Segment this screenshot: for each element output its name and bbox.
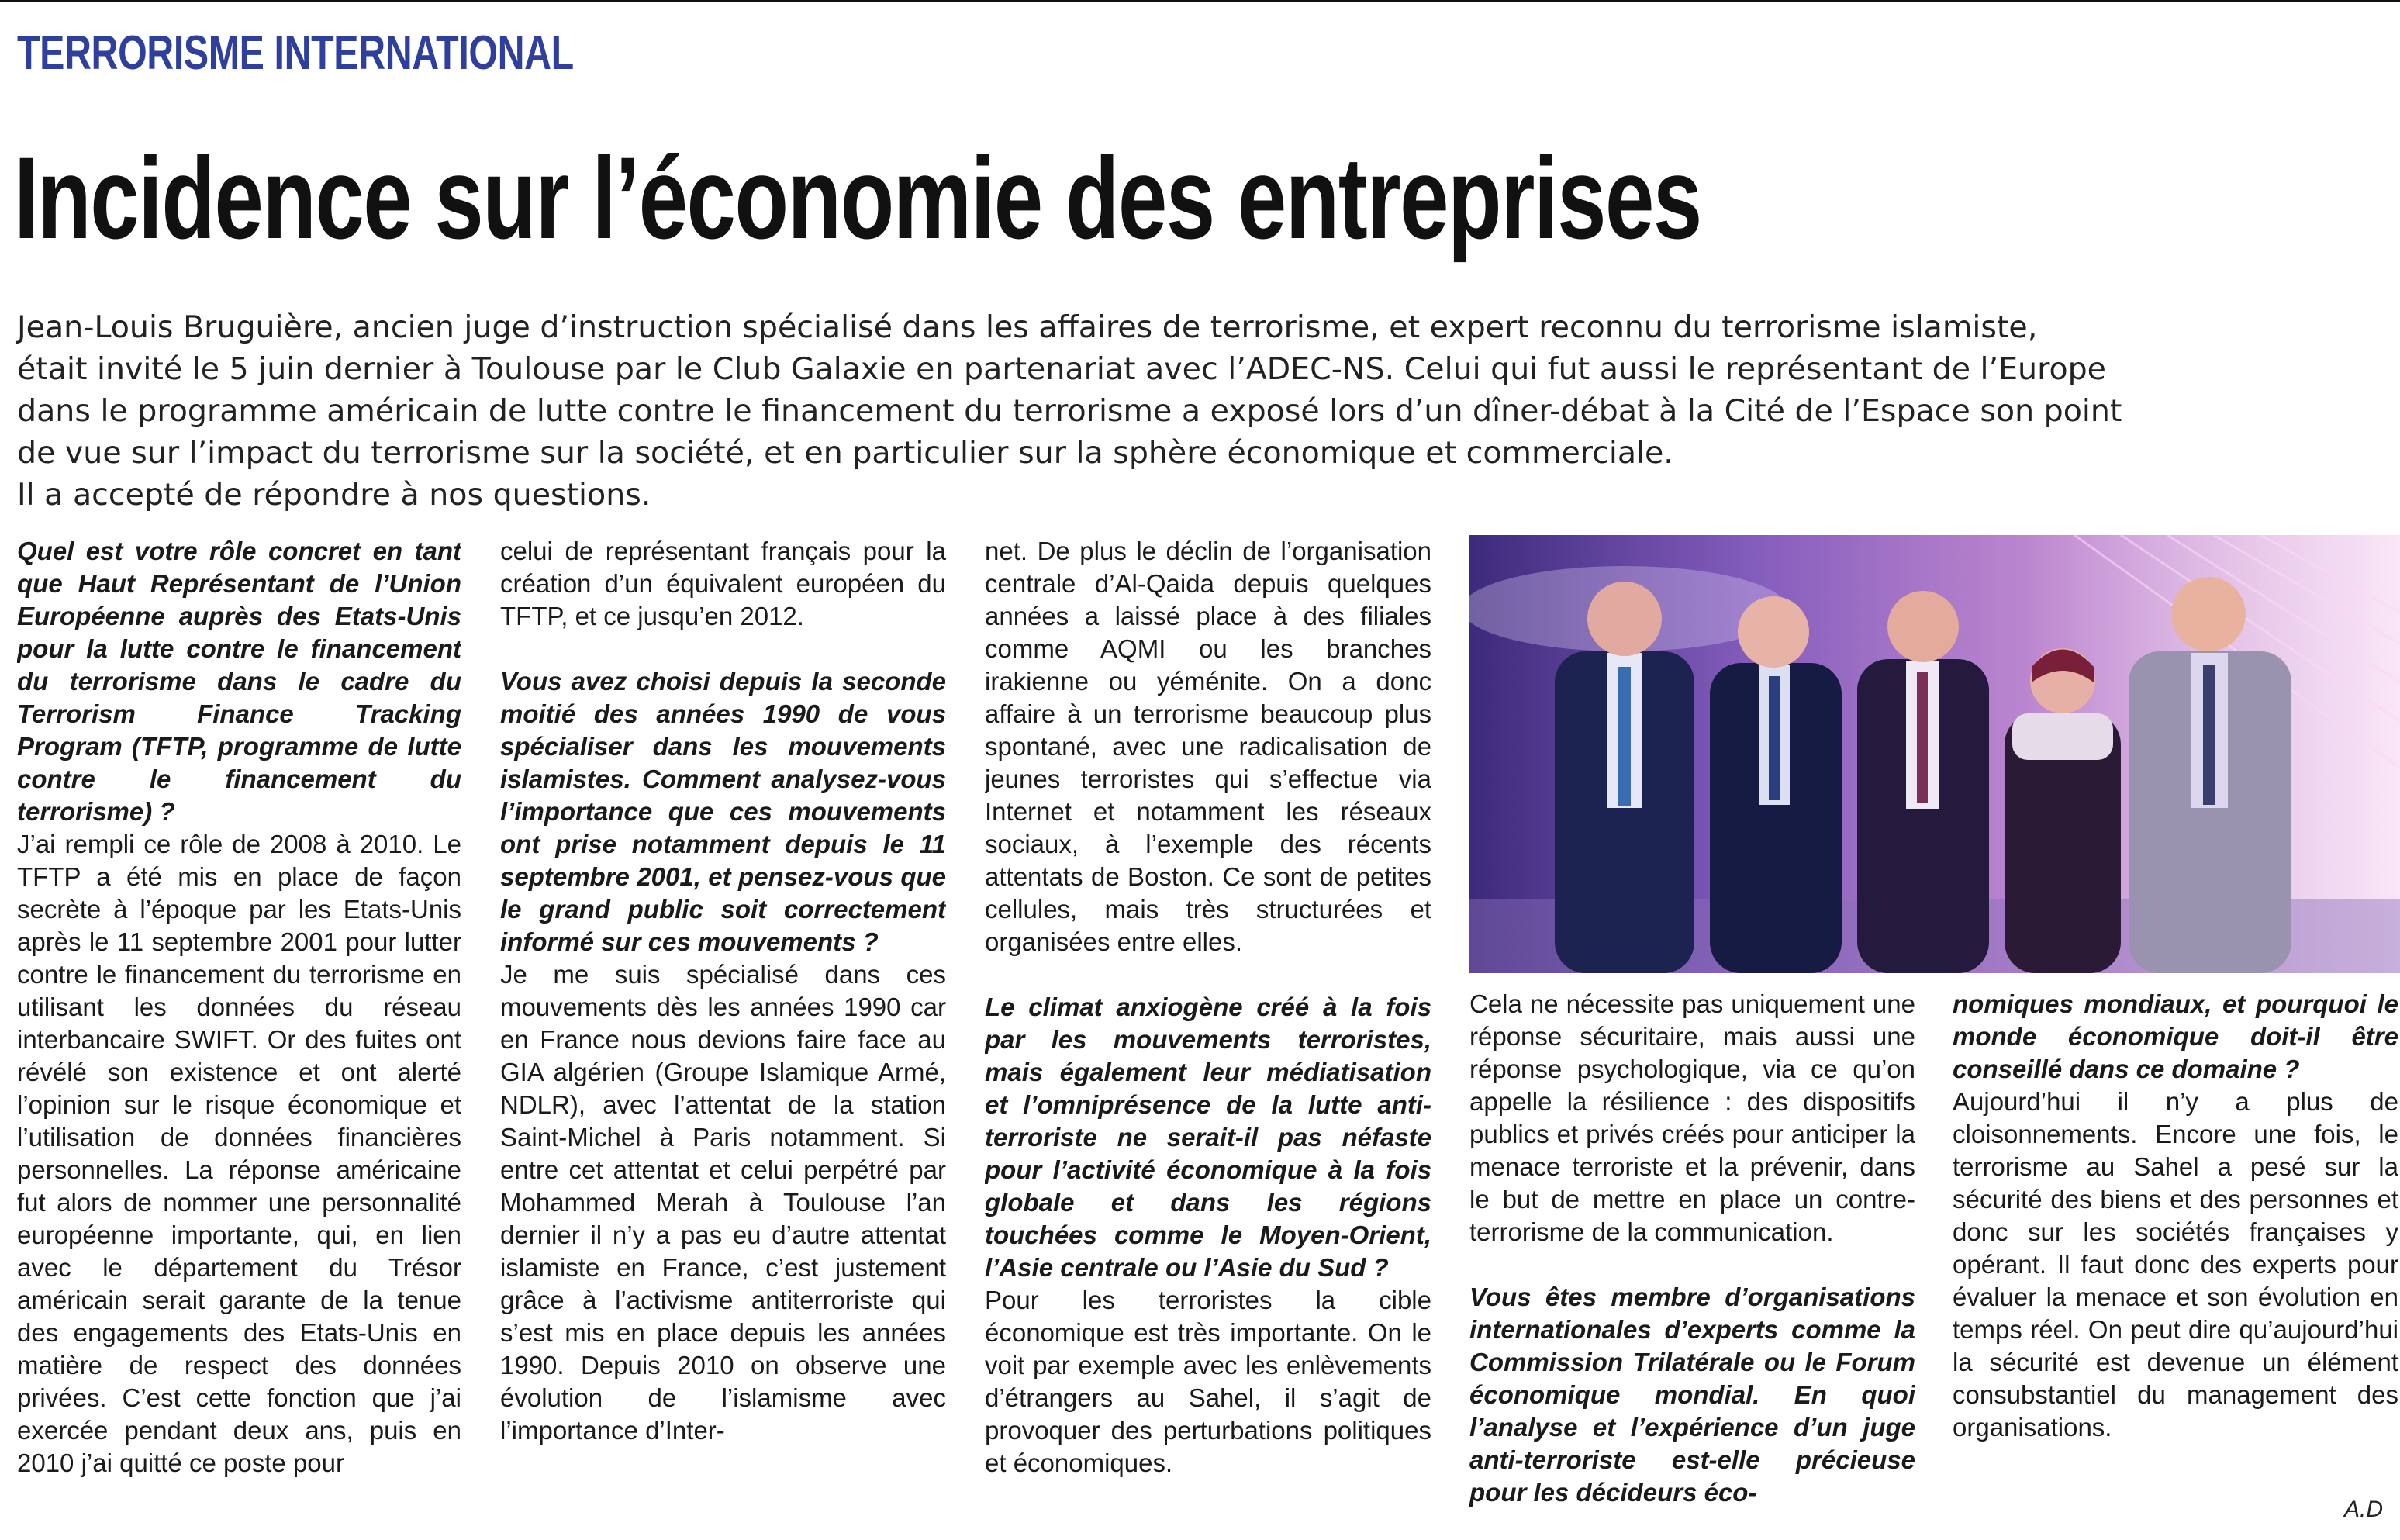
interview-answer: Pour les terroristes la cible économique est très importante. On le voit par exemple avec les enlèvements d’étrangers au Sahel, il s’agit de provoquer des perturbations politiques et économiques. xyxy=(985,1286,1431,1477)
group-photo-icon xyxy=(1469,535,2400,973)
section-rubric: TERRORISME INTERNATIONAL xyxy=(17,26,574,80)
group-photo xyxy=(1469,535,2400,973)
intro-line: était invité le 5 juin dernier à Toulouse par le Club Galaxie en partenariat avec l’ADEC-NS. Celui qui fut aussi le représentant de l’Europe xyxy=(17,351,2106,387)
interview-answer: Je me suis spécialisé dans ces mouvements dès les années 1990 car en France nous devions faire face au GIA algérien (Groupe Islamique Armé, NDLR), avec l’attentat de la station Saint-Michel à Paris notamment. Si entre cet attentat et celui perpétré par Mohammed Merah à Toulouse l’an dernier il n’y a pas eu d’autre attentat islamiste en France, c’est justement grâce à l’activisme antiterroriste qui s’est mis en place depuis les années 1990. Depuis 2010 on observe une évolution de l’islamisme avec l’importance d’Inter- xyxy=(500,960,946,1445)
interview-answer: celui de représentant français pour la création d’un équivalent européen du TFTP, et ce jusqu’en 2012. xyxy=(500,537,946,630)
interview-answer: net. De plus le déclin de l’organisation centrale d’Al-Qaida depuis quelques années a laissé place à des filiales comme AQMI ou les branches irakienne ou yéménite. On a donc affaire à un terrorisme beaucoup plus spontané, avec une radicalisation de jeunes terroristes qui s’effectue via Internet et notamment les réseaux sociaux, à l’exemple des récents attentats de Boston. Ce sont de petites cellules, mais très structurées et organisées entre elles. xyxy=(985,537,1431,956)
text-column-5 xyxy=(1953,988,2398,1540)
interview-question: Vous avez choisi depuis la seconde moitié des années 1990 de vous spécialiser dans les mouvements islamistes. Comment analysez-vous l’importance que ces mouvements ont prise notamment depuis le 11 septembre 2001, et pensez-vous que le grand public soit correctement informé sur ces mouvements ? xyxy=(500,667,946,956)
author-signature: A.D xyxy=(2343,1497,2383,1522)
intro-line: de vue sur l’impact du terrorisme sur la société, et en particulier sur la sphère économique et commerciale. xyxy=(17,435,1673,471)
text-column-4 xyxy=(1469,988,1915,1540)
interview-question: Vous êtes membre d’organisations internationales d’experts comme la Commission Trilatérale ou le Forum économique mondial. En quoi l’analyse et l’expérience d’un juge anti-terroriste est-elle précieuse pour les décideurs éco- xyxy=(1469,1283,1915,1507)
interview-answer: J’ai rempli ce rôle de 2008 à 2010. Le TFTP a été mis en place de façon secrète à l’époque par les Etats-Unis après le 11 septembre 2001 pour lutter contre le financement du terrorisme en utilisant les données du réseau interbancaire SWIFT. Or des fuites ont révélé son existence et ont alerté l’opinion sur le risque économique et l’utilisation de données financières personnelles. La réponse américaine fut alors de nommer une personnalité européenne importante, qui, en lien avec le département du Trésor américain serait garante de la tenue des engagements des Etats-Unis en matière de respect des données privées. C’est cette fonction que j’ai exercée pendant deux ans, puis en 2010 j’ai quitté ce poste pour xyxy=(17,830,461,1477)
text-column-2 xyxy=(500,535,946,1540)
article-intro xyxy=(17,306,2382,516)
interview-question: Quel est votre rôle concret en tant que Haut Représentant de l’Union Européenne auprès des Etats-Unis pour la lutte contre le financement du terrorisme dans le cadre du Terrorism Finance Tracking Program (TFTP, programme de lutte contre le financement du terrorisme) ? xyxy=(17,537,461,826)
intro-line: dans le programme américain de lutte contre le financement du terrorisme a exposé lors d’un dîner-débat à la Cité de l’Espace son point xyxy=(17,393,2122,429)
top-rule xyxy=(0,0,2400,2)
article-headline: Incidence sur l’économie des entreprises xyxy=(14,133,1701,263)
text-column-3 xyxy=(985,535,1431,1540)
interview-question: Le climat anxiogène créé à la fois par les mouvements terroristes, mais également leur médiatisation et l’omniprésence de la lutte anti-terroriste ne serait-il pas néfaste pour l’activité économique à la fois globale et dans les régions touchées comme le Moyen-Orient, l’Asie centrale ou l’Asie du Sud ? xyxy=(985,993,1431,1282)
intro-line: Jean-Louis Bruguière, ancien juge d’instruction spécialisé dans les affaires de terrorisme, et expert reconnu du terrorisme islamiste, xyxy=(17,309,2038,345)
interview-answer: Aujourd’hui il n’y a plus de cloisonnements. Encore une fois, le terrorisme au Sahel a pesé sur la sécurité des biens et des personnes et donc sur les sociétés françaises y opérant. Il faut donc des experts pour évaluer la menace et son évolution en temps réel. On peut dire qu’aujourd’hui la sécurité est devenue un élément consubstantiel du management des organisations. xyxy=(1953,1087,2398,1442)
text-column-1 xyxy=(17,535,461,1540)
interview-answer: Cela ne nécessite pas uniquement une réponse sécuritaire, mais aussi une réponse psychologique, via ce qu’on appelle la résilience : des dispositifs publics et privés créés pour anticiper la menace terroriste et la prévenir, dans le but de mettre en place un contre-terrorisme de la communication. xyxy=(1469,989,1915,1246)
interview-question: nomiques mondiaux, et pourquoi le monde économique doit-il être conseillé dans ce domaine ? xyxy=(1953,989,2398,1083)
intro-line: Il a accepté de répondre à nos questions. xyxy=(17,477,651,513)
